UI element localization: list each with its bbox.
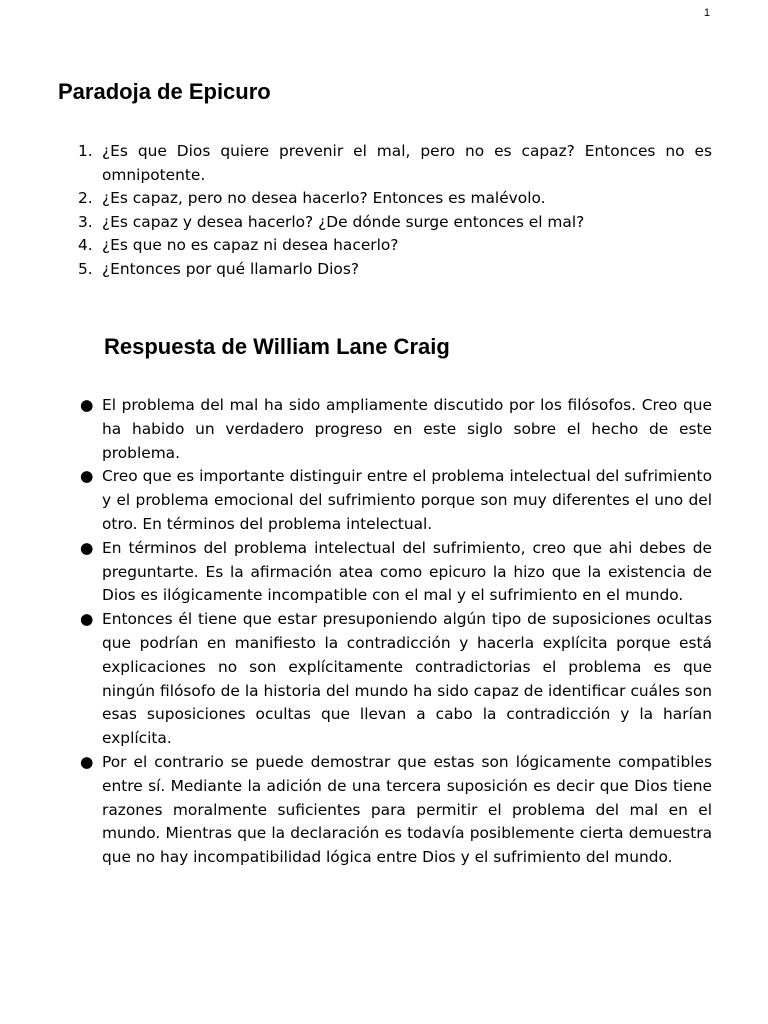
list-item-text: ¿Es capaz, pero no desea hacerlo? Entonces es malévolo. [102,189,546,207]
page-number: 1 [703,7,710,19]
bullet-item [78,608,712,751]
list-item-number: 2. [78,189,93,207]
bullet-item-text: Creo que es importante distinguir entre el problema intelectual del sufrimiento y el problema emocional del sufrimiento porque son muy diferentes el uno del otro. En términos del problema intelectual. [102,467,712,533]
bullet-icon: ● [80,752,94,771]
list-item-number: 5. [78,259,93,278]
list-item-text: ¿Entonces por qué llamarlo Dios? [102,259,360,278]
list-item [72,234,712,258]
bullet-icon: ● [80,610,94,629]
list-item [72,258,712,282]
epicuro-numbered-list [72,140,712,281]
list-item [72,187,712,211]
list-item [72,211,712,235]
list-item-number: 3. [78,212,93,231]
list-item-text: ¿Es que no es capaz ni desea hacerlo? [102,236,399,254]
list-item-text: ¿Es capaz y desea hacerlo? ¿De dónde surge entonces el mal? [102,212,585,231]
section-title-epicuro: Paradoja de Epicuro [58,79,271,104]
bullet-icon: ● [80,538,94,557]
list-item-number: 1. [78,142,93,160]
bullet-item [78,465,712,536]
section-title-craig: Respuesta de William Lane Craig [104,334,450,359]
bullet-item-text: Entonces él tiene que estar presuponiendo algún tipo de suposiciones ocultas que podrían en manifiesto la contradicción y hacerla explícita porque está explicaciones no son explícitamente contradictorias el problema es que ningún filósofo de la historia del mundo ha sido capaz de identificar cuáles son esas suposiciones ocultas que llevan a cabo la contradicción y la harían explícita. [102,610,712,748]
bullet-item [78,537,712,608]
bullet-icon: ● [80,467,94,486]
list-item-text: ¿Es que Dios quiere prevenir el mal, pero no es capaz? Entonces no es omnipotente. [102,142,712,184]
list-item-number: 4. [78,236,93,254]
list-item [72,140,712,187]
craig-bullet-list [78,394,712,870]
bullet-item-text: El problema del mal ha sido ampliamente discutido por los filósofos. Creo que ha habido un verdadero progreso en este siglo sobre el hecho de este problema. [102,396,712,462]
bullet-item [78,751,712,870]
bullet-icon: ● [80,396,94,414]
bullet-item [78,394,712,465]
bullet-item-text: Por el contrario se puede demostrar que estas son lógicamente compatibles entre sí. Mediante la adición de una tercera suposición es decir que Dios tiene razones moralmente suficientes para permitir el problema del mal en el mundo. Mientras que la declaración es todavía posiblemente cierta demuestra que no hay incompatibilidad lógica entre Dios y el sufrimiento del mundo. [102,752,712,867]
bullet-item-text: En términos del problema intelectual del sufrimiento, creo que ahi debes de preguntarte. Es la afirmación atea como epicuro la hizo que la existencia de Dios es ilógicamente incompatible con el mal y el sufrimiento en el mundo. [102,538,712,605]
